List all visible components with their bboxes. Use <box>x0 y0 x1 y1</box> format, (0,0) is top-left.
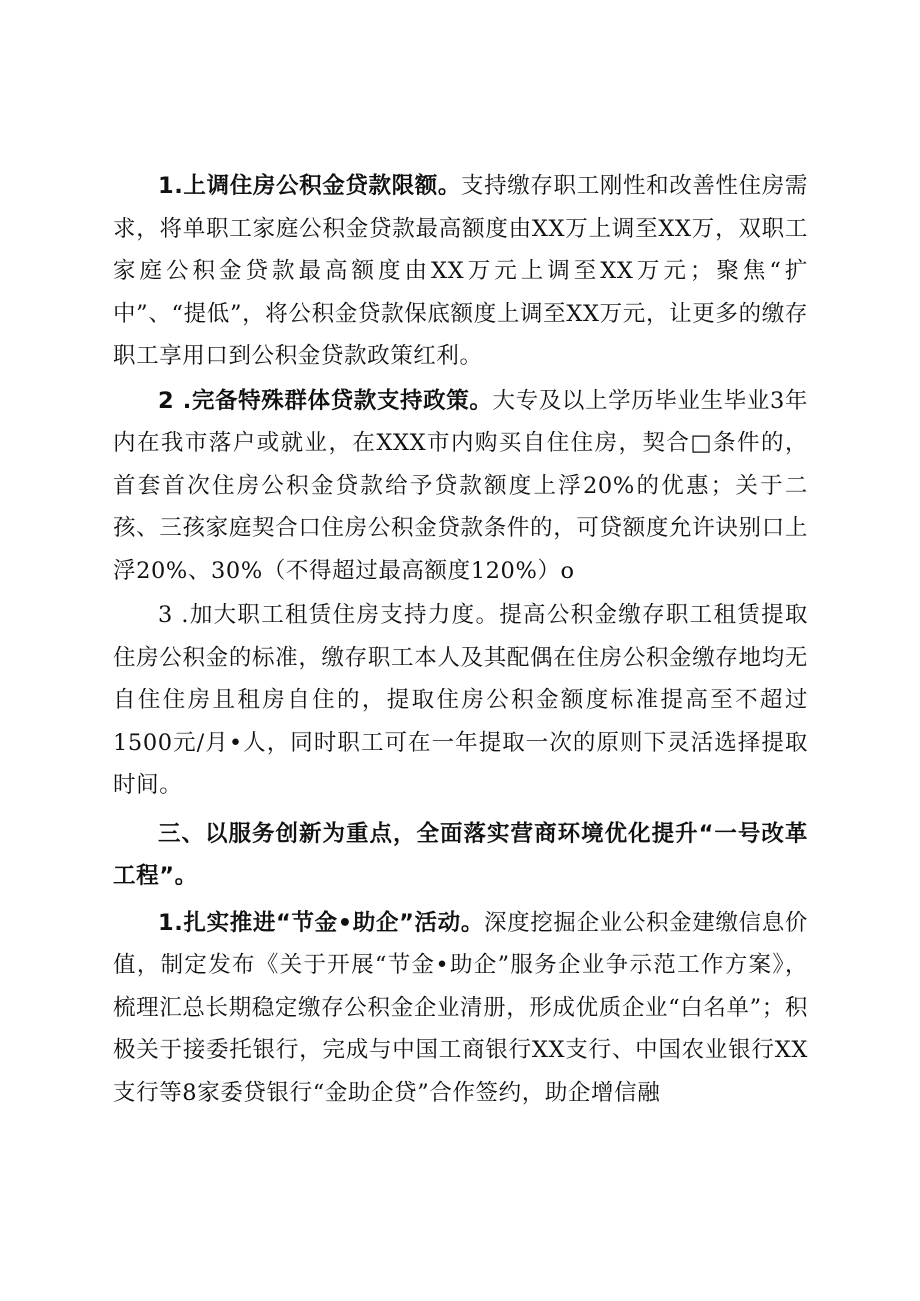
paragraph-special-groups <box>113 380 808 593</box>
paragraph-rental-support <box>113 594 808 807</box>
paragraph-body: 支持缴存职工刚性和改善性住房需求，将单职工家庭公积金贷款最高额度由XX万上调至XX万，双职工家庭公积金贷款最高额度由XX万元上调至XX万元；聚焦“扩中”、“提低”，将公积金贷款保底额度上调至XX万元，让更多的缴存职工享用口到公积金贷款政策红利。 <box>113 173 808 369</box>
paragraph-loan-limit <box>113 165 808 378</box>
paragraph-body: 大专及以上学历毕业生毕业3年内在我市落户或就业，在XXX市内购买自住住房，契合□条件的，首套首次住房公积金贷款给予贷款额度上浮20%的优惠；关于二孩、三孩家庭契合口住房公积金贷款条件的，可贷额度允许诀别口上浮20%、30%（不得超过最高额度120%）o <box>113 387 808 584</box>
paragraph-enterprise-support <box>113 902 808 1115</box>
paragraph-lead: 2 .完备特殊群体贷款支持政策。 <box>158 387 493 414</box>
paragraph-body: 深度挖掘企业公积金建缴信息价值，制定发布《关于开展“节金•助企”服务企业争示范工作方案》，梳理汇总长期稳定缴存公积金企业清册，形成优质企业“白名单”；积极关于接委托银行，完成与中国工商银行XX支行、中国农业银行XX支行等8家委贷银行“金助企贷”合作签约，助企增信融 <box>113 909 809 1106</box>
paragraph-lead: 1.上调住房公积金贷款限额。 <box>158 173 462 199</box>
paragraph-lead: 1.扎实推进“节金•助企”活动。 <box>158 909 484 936</box>
document-page <box>113 165 808 1114</box>
paragraph-body: 3 .加大职工租赁住房支持力度。提高公积金缴存职工租赁提取住房公积金的标准，缴存职工本人及其配偶在住房公积金缴存地均无自住住房且租房自住的，提取住房公积金额度标准提高至不超过1500元/月•人，同时职工可在一年提取一次的原则下灵活选择提取时间。 <box>113 602 808 798</box>
section-heading: 三、以服务创新为重点，全面落实营商环境优化提升“一号改革工程”。 <box>113 820 808 889</box>
